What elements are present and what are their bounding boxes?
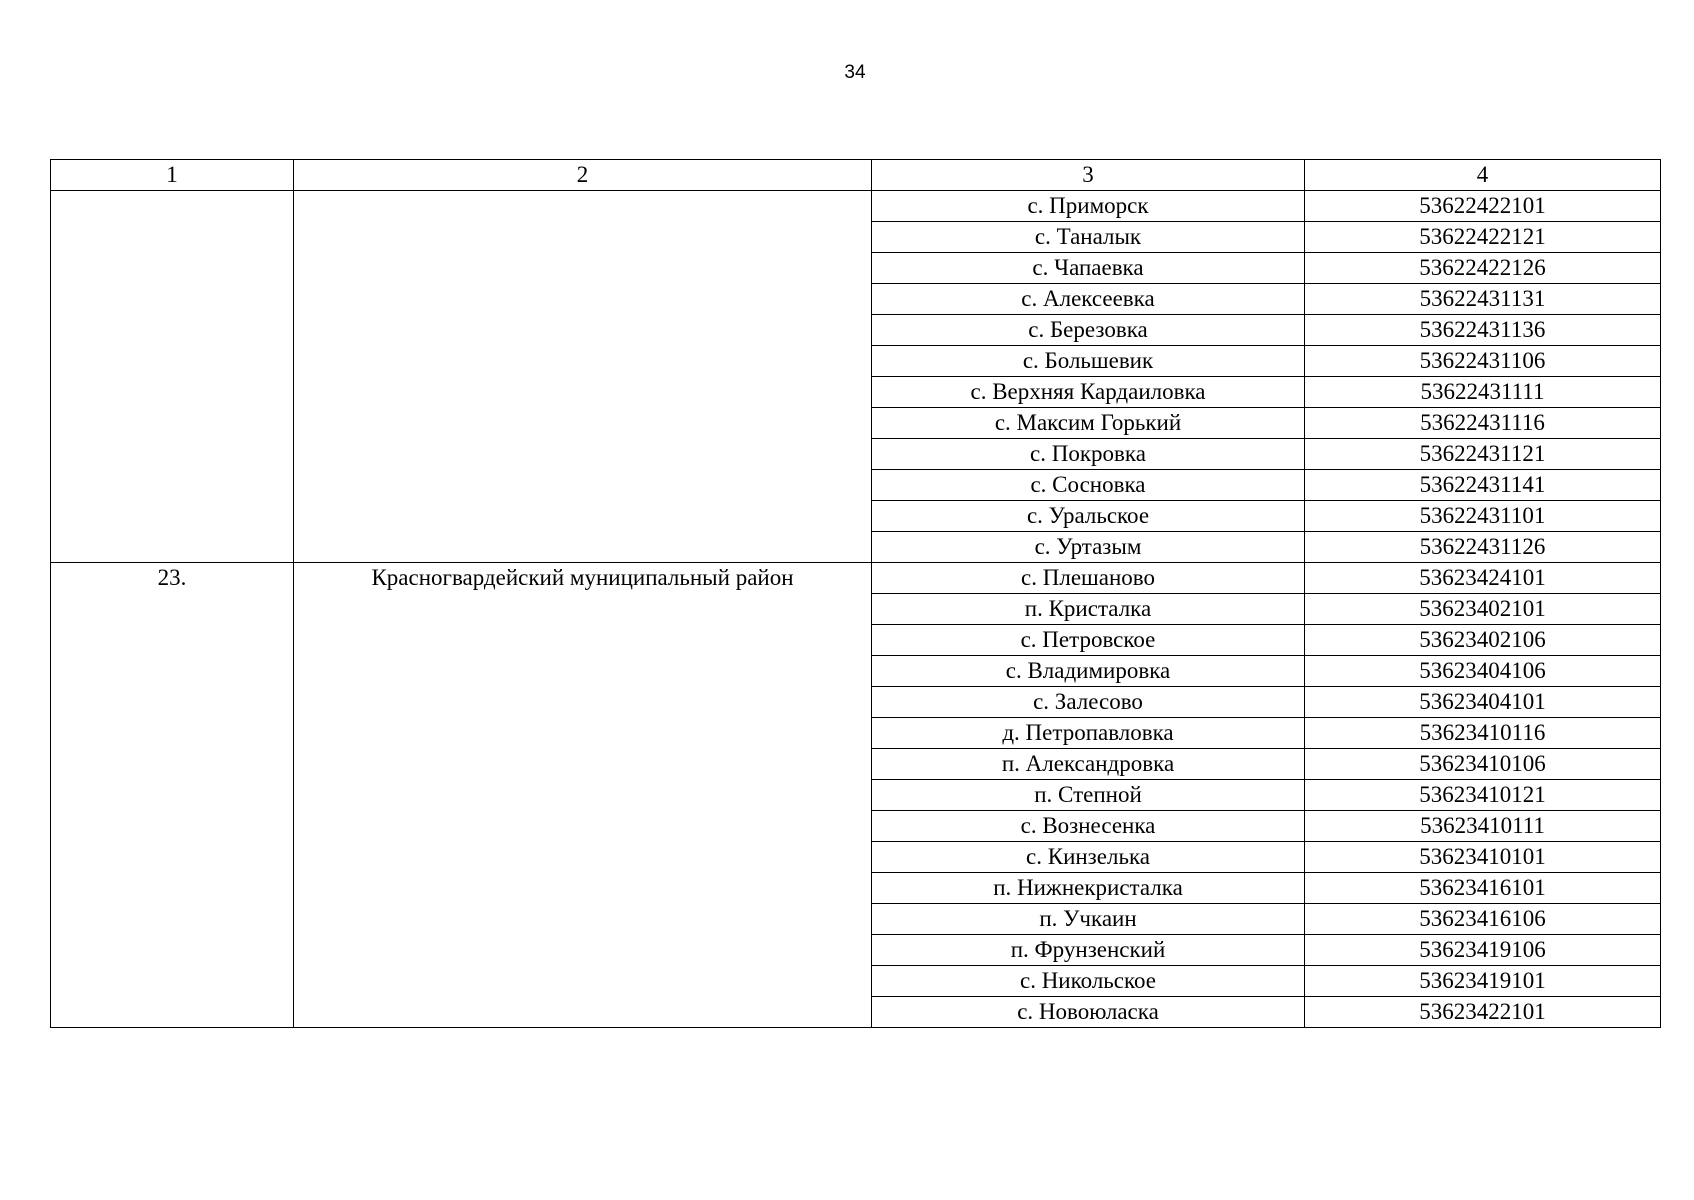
settlement-code-cell: 53623422101 bbox=[1305, 997, 1661, 1028]
group-number-cell bbox=[51, 191, 294, 563]
settlement-name-cell: п. Кристалка bbox=[872, 594, 1305, 625]
settlement-code-cell: 53623402106 bbox=[1305, 625, 1661, 656]
settlement-code-cell: 53622431131 bbox=[1305, 284, 1661, 315]
settlement-code-cell: 53622431121 bbox=[1305, 439, 1661, 470]
settlement-name-cell: с. Никольское bbox=[872, 966, 1305, 997]
settlement-code-cell: 53623416106 bbox=[1305, 904, 1661, 935]
settlement-code-cell: 53623410101 bbox=[1305, 842, 1661, 873]
settlement-name-cell: с. Таналык bbox=[872, 222, 1305, 253]
table-body bbox=[51, 191, 1661, 1028]
column-header-2: 2 bbox=[294, 160, 872, 191]
settlement-code-cell: 53623402101 bbox=[1305, 594, 1661, 625]
settlement-name-cell: п. Фрунзенский bbox=[872, 935, 1305, 966]
settlement-name-cell: с. Максим Горький bbox=[872, 408, 1305, 439]
settlement-code-cell: 53622431126 bbox=[1305, 532, 1661, 563]
settlement-code-cell: 53623410106 bbox=[1305, 749, 1661, 780]
settlement-code-cell: 53622431111 bbox=[1305, 377, 1661, 408]
table-header bbox=[51, 160, 1661, 191]
settlements-table bbox=[50, 159, 1661, 1028]
settlement-code-cell: 53623424101 bbox=[1305, 563, 1661, 594]
settlement-name-cell: с. Уртазым bbox=[872, 532, 1305, 563]
settlement-name-cell: д. Петропавловка bbox=[872, 718, 1305, 749]
settlement-code-cell: 53623404101 bbox=[1305, 687, 1661, 718]
settlement-name-cell: с. Сосновка bbox=[872, 470, 1305, 501]
settlement-name-cell: с. Залесово bbox=[872, 687, 1305, 718]
settlement-code-cell: 53623410111 bbox=[1305, 811, 1661, 842]
settlement-name-cell: п. Александровка bbox=[872, 749, 1305, 780]
settlement-name-cell: с. Уральское bbox=[872, 501, 1305, 532]
settlement-name-cell: с. Березовка bbox=[872, 315, 1305, 346]
settlement-code-cell: 53623419106 bbox=[1305, 935, 1661, 966]
column-header-4: 4 bbox=[1305, 160, 1661, 191]
settlement-name-cell: с. Покровка bbox=[872, 439, 1305, 470]
column-header-1: 1 bbox=[51, 160, 294, 191]
settlement-code-cell: 53622431101 bbox=[1305, 501, 1661, 532]
group-number-cell: 23. bbox=[51, 563, 294, 1028]
district-name-cell bbox=[294, 191, 872, 563]
settlement-name-cell: с. Приморск bbox=[872, 191, 1305, 222]
settlement-code-cell: 53622422101 bbox=[1305, 191, 1661, 222]
settlement-code-cell: 53622431116 bbox=[1305, 408, 1661, 439]
settlement-name-cell: с. Алексеевка bbox=[872, 284, 1305, 315]
settlement-code-cell: 53622431136 bbox=[1305, 315, 1661, 346]
table-row bbox=[51, 563, 1661, 594]
settlement-code-cell: 53623410116 bbox=[1305, 718, 1661, 749]
settlement-name-cell: с. Новоюласка bbox=[872, 997, 1305, 1028]
settlement-name-cell: п. Нижнекристалка bbox=[872, 873, 1305, 904]
settlement-code-cell: 53622422121 bbox=[1305, 222, 1661, 253]
settlement-name-cell: с. Вознесенка bbox=[872, 811, 1305, 842]
district-name-cell: Красногвардейский муниципальный район bbox=[294, 563, 872, 1028]
settlement-code-cell: 53623416101 bbox=[1305, 873, 1661, 904]
settlement-name-cell: п. Степной bbox=[872, 780, 1305, 811]
settlement-name-cell: п. Учкаин bbox=[872, 904, 1305, 935]
settlement-name-cell: с. Верхняя Кардаиловка bbox=[872, 377, 1305, 408]
table-row bbox=[51, 191, 1661, 222]
settlement-name-cell: с. Плешаново bbox=[872, 563, 1305, 594]
settlement-code-cell: 53622431141 bbox=[1305, 470, 1661, 501]
settlement-name-cell: с. Петровское bbox=[872, 625, 1305, 656]
header-row bbox=[51, 160, 1661, 191]
settlement-name-cell: с. Большевик bbox=[872, 346, 1305, 377]
settlement-name-cell: с. Чапаевка bbox=[872, 253, 1305, 284]
settlement-name-cell: с. Владимировка bbox=[872, 656, 1305, 687]
settlement-code-cell: 53623419101 bbox=[1305, 966, 1661, 997]
settlement-code-cell: 53623404106 bbox=[1305, 656, 1661, 687]
settlement-code-cell: 53622431106 bbox=[1305, 346, 1661, 377]
page-number: 34 bbox=[844, 62, 866, 83]
settlement-code-cell: 53622422126 bbox=[1305, 253, 1661, 284]
settlement-name-cell: с. Кинзелька bbox=[872, 842, 1305, 873]
column-header-3: 3 bbox=[872, 160, 1305, 191]
settlement-code-cell: 53623410121 bbox=[1305, 780, 1661, 811]
